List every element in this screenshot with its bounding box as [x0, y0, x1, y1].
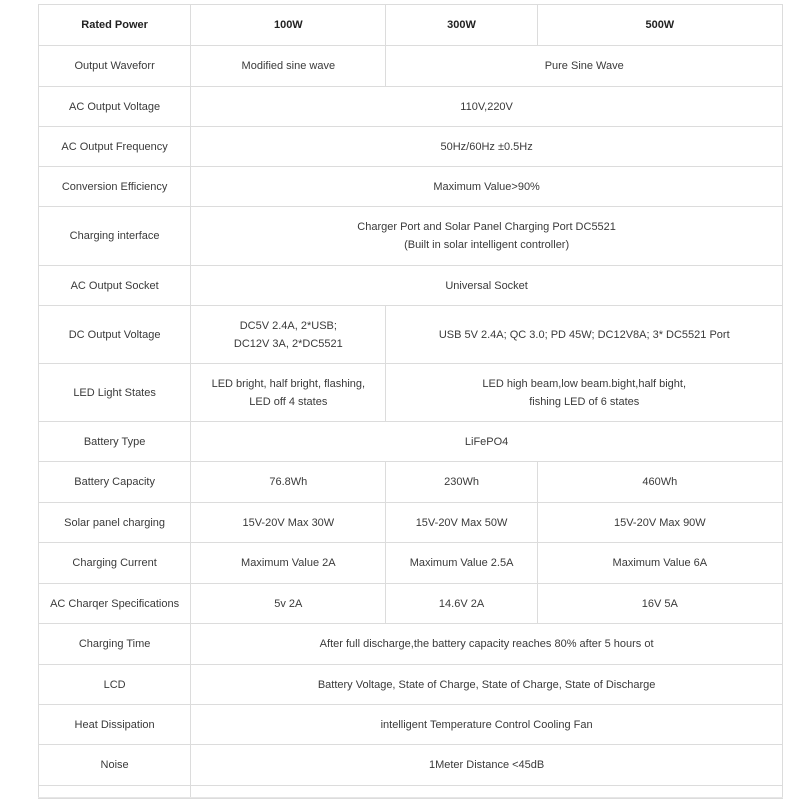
row-label: AC Output Socket — [39, 266, 191, 306]
bottom-divider — [38, 797, 783, 798]
table-row — [39, 46, 783, 87]
cell-line: LED off 4 states — [249, 395, 328, 408]
table-row — [39, 503, 783, 543]
table-row — [39, 364, 783, 422]
cell-value: 15V-20V Max 50W — [386, 503, 537, 543]
cell-value: USB 5V 2.4A; QC 3.0; PD 45W; DC12V8A; 3* DC5521 Port — [386, 306, 783, 364]
row-label: Heat Dissipation — [39, 705, 191, 745]
cell-value: 15V-20V Max 30W — [191, 503, 386, 543]
table-row — [39, 127, 783, 167]
header-model-300w: 300W — [386, 5, 537, 46]
cell-value: 15V-20V Max 90W — [537, 503, 782, 543]
row-label: Charging Time — [39, 624, 191, 665]
row-label: Output Waveforr — [39, 46, 191, 87]
cell-line: DC12V 3A, 2*DC5521 — [233, 337, 343, 350]
cell-value — [191, 364, 386, 422]
table-row — [39, 87, 783, 127]
cell-value: Battery Voltage, State of Charge, State of Charge, State of Discharge — [191, 665, 783, 705]
row-label: Conversion Efficiency — [39, 167, 191, 207]
cell-value: Maximum Value 6A — [537, 543, 782, 584]
cell-line: fishing LED of 6 states — [529, 395, 640, 408]
row-label: Charging Current — [39, 543, 191, 584]
cell-value: 14.6V 2A — [386, 584, 537, 624]
row-label: Battery Type — [39, 422, 191, 462]
table-row — [39, 584, 783, 624]
row-label: DC Output Voltage — [39, 306, 191, 364]
row-label: Solar panel charging — [39, 503, 191, 543]
cell-line: Charger Port and Solar Panel Charging Port DC5521 — [357, 221, 616, 233]
cell-line: DC5V 2.4A, 2*USB; — [239, 319, 337, 332]
row-label: AC Charqer Specifications — [39, 584, 191, 624]
cell-value: Maximum Value>90% — [191, 167, 783, 207]
cell-value: Universal Socket — [191, 266, 783, 306]
cell-line: LED high beam,low beam.bight,half bight, — [482, 377, 687, 390]
row-label: AC Output Frequency — [39, 127, 191, 167]
cell-line: LED bright, half bright, flashing, — [211, 377, 366, 390]
cell-value: LiFePO4 — [191, 422, 783, 462]
cell-value: Modified sine wave — [191, 46, 386, 87]
cell-value: 110V,220V — [191, 87, 783, 127]
cell-value: 230Wh — [386, 462, 537, 503]
header-model-100w: 100W — [191, 5, 386, 46]
table-row — [39, 422, 783, 462]
header-label: Rated Power — [39, 5, 191, 46]
table-row — [39, 624, 783, 665]
table-row — [39, 745, 783, 786]
cell-value: 76.8Wh — [191, 462, 386, 503]
table-row — [39, 207, 783, 266]
header-model-500w: 500W — [537, 5, 782, 46]
cell-value — [386, 364, 783, 422]
cell-line: (Built in solar intelligent controller) — [404, 239, 570, 251]
cell-value: intelligent Temperature Control Cooling Fan — [191, 705, 783, 745]
row-label: Battery Capacity — [39, 462, 191, 503]
cell-value: Pure Sine Wave — [386, 46, 783, 87]
row-label: LED Light States — [39, 364, 191, 422]
row-label: AC Output Voltage — [39, 87, 191, 127]
cell-value: 1Meter Distance <45dB — [191, 745, 783, 786]
cell-value: 16V 5A — [537, 584, 782, 624]
cell-value: Maximum Value 2A — [191, 543, 386, 584]
row-label: Noise — [39, 745, 191, 786]
table-row — [39, 266, 783, 306]
table-row — [39, 306, 783, 364]
table-row — [39, 705, 783, 745]
row-label: LCD — [39, 665, 191, 705]
cell-value: 50Hz/60Hz ±0.5Hz — [191, 127, 783, 167]
spec-table — [38, 4, 783, 799]
table-row — [39, 462, 783, 503]
row-label: Charging interface — [39, 207, 191, 266]
cell-value: Maximum Value 2.5A — [386, 543, 537, 584]
table-row — [39, 167, 783, 207]
cell-value: After full discharge,the battery capacity reaches 80% after 5 hours ot — [191, 624, 783, 665]
cell-value — [191, 306, 386, 364]
cell-value: 460Wh — [537, 462, 782, 503]
table-row — [39, 543, 783, 584]
cell-value: 5v 2A — [191, 584, 386, 624]
header-row — [39, 5, 783, 46]
cell-value — [191, 207, 783, 266]
table-row — [39, 665, 783, 705]
